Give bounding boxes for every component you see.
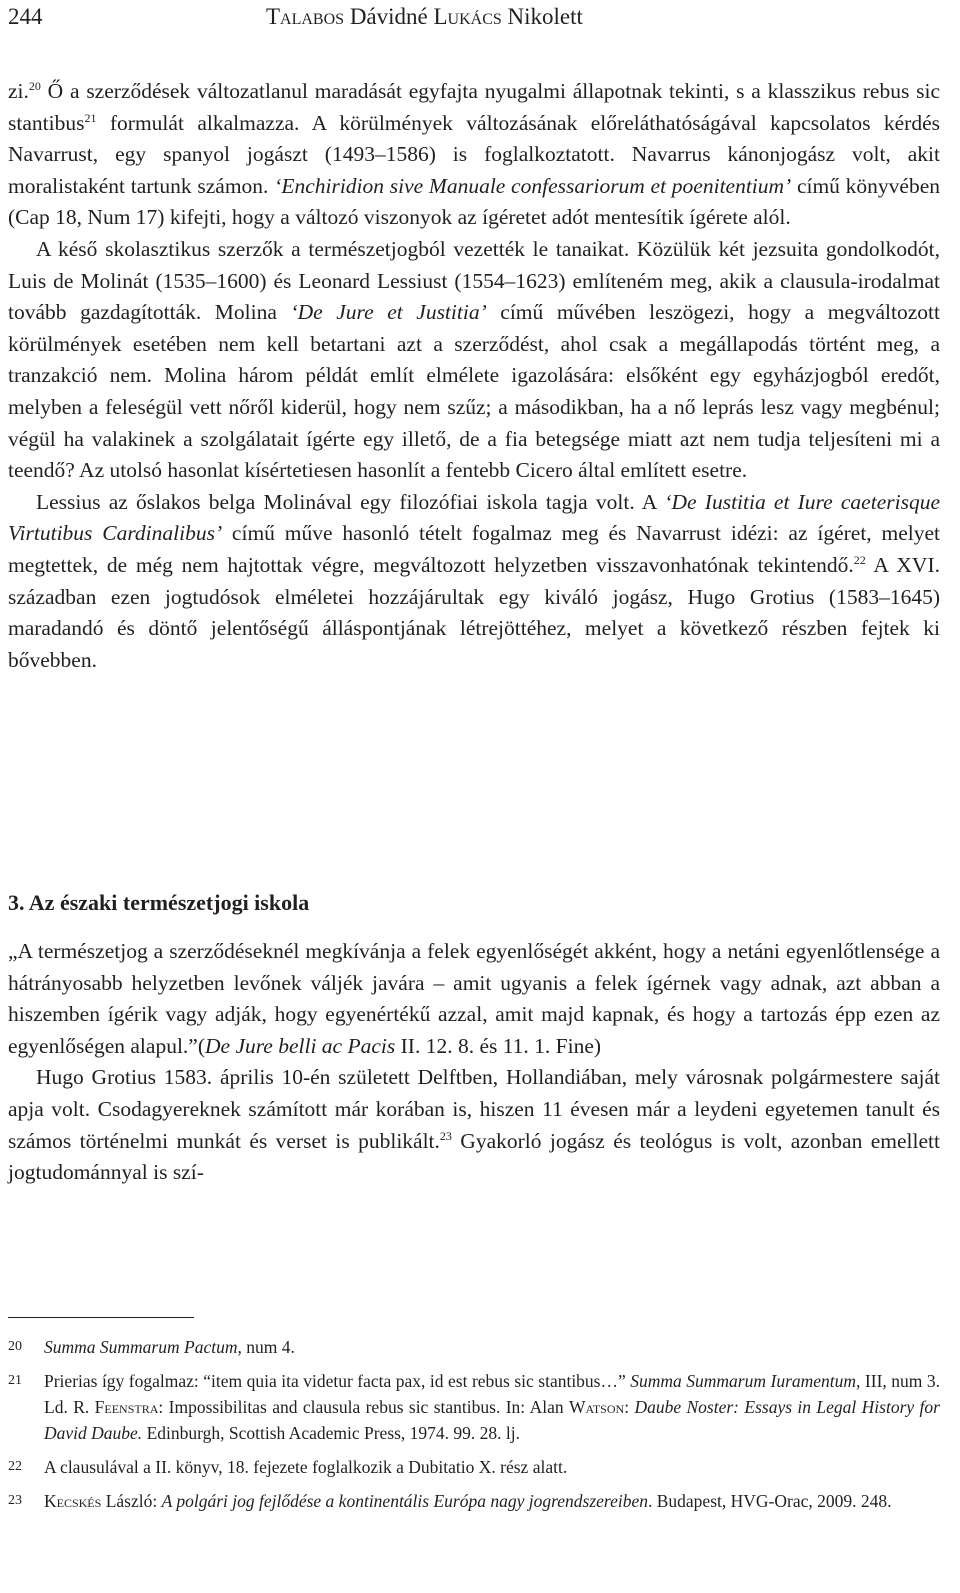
book-title: ‘Enchiridion sive Manuale confessariorum et poenitentium’ (274, 173, 792, 198)
footnotes (8, 1334, 940, 1522)
footnote-number: 20 (8, 1339, 22, 1354)
footnote (8, 1368, 940, 1446)
page-number: 244 (8, 4, 43, 29)
footnote (8, 1488, 940, 1514)
paragraph: Hugo Grotius 1583. április 10-én született Delftben, Hollandiában, mely városnak polgármestere saját apja volt. Csodagyereknek számított már korában is, hiszen 11 évesen már a leydeni egyetemen tanult és számos történelmi munkát és verset is publikált.$^{23}$ Gyakorló jogász és teológus is volt, azonban emellett jogtudománnyal is szí- (8, 1065, 940, 1185)
footnote-text: A clausulával a II. könyv, 18. fejezete foglalkozik a Dubitatio X. rész alatt. (44, 1457, 568, 1477)
quote-block (8, 936, 940, 1189)
footnote-ref[interactable]: 21 (84, 110, 97, 125)
author-name-smallcaps: Talabos (266, 4, 345, 29)
footnote-text: Summa Summarum Pactum, num 4. (44, 1337, 295, 1357)
footnote (8, 1454, 940, 1480)
author-name-smallcaps: Lukács (433, 4, 502, 29)
book-title: ‘De Iustitia et Iure caeterisque Virtutibus Cardinalibus’ (8, 489, 940, 546)
paragraph: A késő skolasztikus szerzők a természetjogból vezették le tanaikat. Közülük két jezsuita gondolkodót, Luis de Molinát (1535–1600) és Leonard Lessiust (1554–1623) említeném meg, akik a clausula-irodalmat tovább gazdagították. Molina ‘De Jure et Justitia’ című művében leszögezi, hogy a megváltozott körülmények esetében nem kell betartani azt a szerződést, ahol csak a megállapodás történt meg, a tranzakció nem. Molina három példát említ elmélete igazolására: elsőként egy egyházjogból eredőt, melyben a feleségül vett nőről kiderül, hogy nem szűz; a másodikban, ha a nő leprás lesz vagy megbénul; végül ha valakinek a szolgálatait ígérte egy illető, de a fia betegsége miatt azt nem tudja teljesíteni mi a teendő? Az utolsó hasonlat kísértetiesen hasonlít a fentebb Cicero által említett esetre. (8, 236, 940, 483)
book-title: ‘De Jure et Justitia’ (290, 300, 487, 325)
footnote-text: Prierias így fogalmaz: “item quia ita videtur facta pax, id est rebus sic stantibus…” Summa Summarum Iuramentum, III, num 3. Ld. R. Feenstra: Impossibilitas and clausula rebus sic stantibus. In: Alan Watson: Daube Noster: Essays in Legal History for David Daube. Edinburgh, Scottish Academic Press, 1974. 99. 28. lj. (44, 1371, 940, 1443)
running-header (8, 2, 952, 34)
author-name-part: Nikolett (501, 4, 583, 29)
footnote-number: 23 (8, 1493, 22, 1508)
running-title (266, 2, 583, 32)
footnote-ref[interactable]: 22 (853, 552, 866, 567)
footnote-separator (8, 1317, 194, 1318)
section-heading: 3. Az északi természetjogi iskola (8, 890, 310, 915)
main-text (8, 76, 940, 676)
footnote-text: Kecskés László: A polgári jog fejlődése a kontinentális Európa nagy jogrendszereiben. Budapest, HVG-Orac, 2009. 248. (44, 1491, 892, 1511)
footnote (8, 1334, 940, 1360)
footnote-ref[interactable]: 23 (439, 1128, 452, 1143)
paragraph: Lessius az őslakos belga Molinával egy filozófiai iskola tagja volt. A ‘De Iustitia et Iure caeterisque Virtutibus Cardinalibus’ című műve hasonló tételt fogalmaz meg és Navarrust idézi: az ígéret, melyet megtettek, de még nem hajtottak végre, megváltozott helyzetben visszavonhatónak tekintendő.$^{22}$ A XVI. században ezen jogtudósok elméletei hozzájárultak egy kiváló jogász, Hugo Grotius (1583–1645) maradandó és döntő jelentőségű álláspontjának létrejöttéhez, melyet a következő részben fejtek ki bővebben. (8, 489, 940, 672)
quotation: „A természetjog a szerződéseknél megkívánja a felek egyenlőségét akként, hogy a netáni egyenlőtlensége a hátrányosabb helyzetben levőnek váljék javára – amit ugyanis a felek ígérnek vagy adnak, azt abban a hiszemben ígérik vagy adják, hogy egyenértékű azzal, amit majd kapnak, és hogy a tartozás épp ezen az egyenlőségen alapul.”(De Jure belli ac Pacis II. 12. 8. és 11. 1. Fine) (8, 939, 940, 1058)
book-title: De Jure belli ac Pacis (205, 1033, 396, 1058)
author-name-part: Dávidné (344, 4, 434, 29)
paragraph: zi.$^{20}$ Ő a szerződések változatlanul maradását egyfajta nyugalmi állapotnak tekinti, s a klasszikus rebus sic stantibus$^{21}$ formulát alkalmazza. A körülmények változásának előreláthatóságával kapcsolatos kérdés Navarrust, egy spanyol jogászt (1493–1586) is foglalkoztatott. Navarrus kánonjogász volt, akit moralistaként tartunk számon. ‘Enchiridion sive Manuale confessariorum et poenitentium’ című könyvében (Cap 18, Num 17) kifejti, hogy a változó viszonyok az ígéretet adót mentesítik ígérete alól. (8, 79, 940, 230)
footnote-number: 21 (8, 1373, 22, 1388)
footnote-number: 22 (8, 1459, 22, 1474)
footnote-ref[interactable]: 20 (28, 79, 41, 93)
